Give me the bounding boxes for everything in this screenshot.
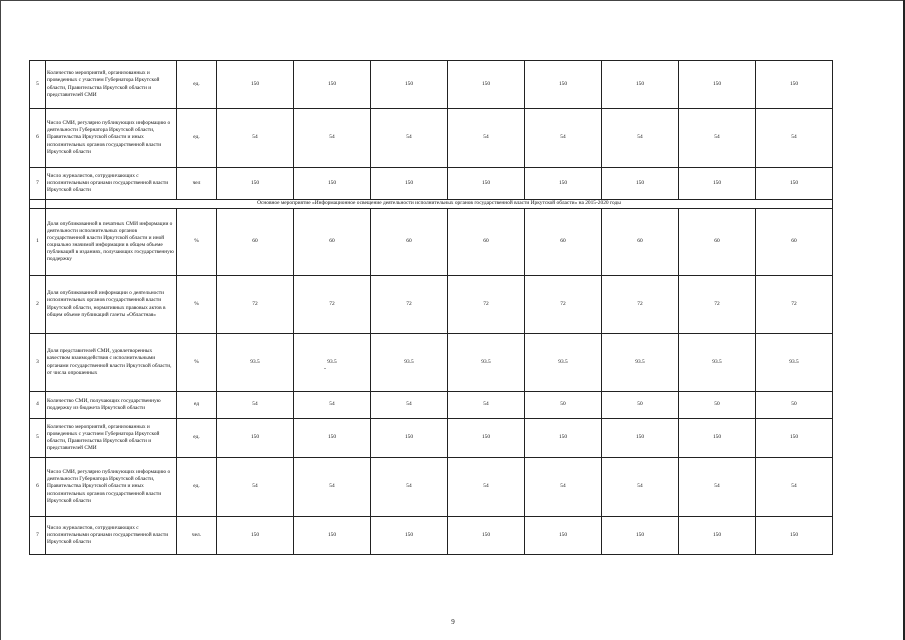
row-number: 3 — [30, 334, 46, 392]
value-cell: 54 — [448, 109, 525, 168]
table-row — [30, 334, 833, 392]
value-cell: 150 — [525, 517, 602, 555]
value-cell: 150 — [294, 419, 371, 458]
value-cell: 150 — [294, 61, 371, 109]
section-title: Основное мероприятие «Информационное освещение деятельности исполнительных органов государственной власти Иркутской области» на 2015-2020 годы — [46, 200, 833, 209]
value-cell: 54 — [294, 109, 371, 168]
value-cell: 150 — [679, 61, 756, 109]
value-cell: 93.5 — [756, 334, 833, 392]
table-row — [30, 458, 833, 517]
value-cell: 54 — [448, 458, 525, 517]
unit-cell: ед. — [177, 458, 217, 517]
unit-cell: % — [177, 209, 217, 276]
indicator-name: Число журналистов, сотрудничающих с исполнительными органами государственной власти Иркутской области — [46, 168, 177, 200]
value-cell: 150 — [525, 419, 602, 458]
value-cell: 150 — [756, 517, 833, 555]
value-cell: 54 — [679, 458, 756, 517]
value-cell: 54 — [217, 109, 294, 168]
value-cell: 93.5 — [679, 334, 756, 392]
indicator-name: Число журналистов, сотрудничающих с исполнительными органами государственной власти Иркутской области — [46, 517, 177, 555]
value-cell: 50 — [525, 392, 602, 419]
unit-cell: % — [177, 276, 217, 334]
value-cell: 150 — [217, 419, 294, 458]
value-cell: 54 — [217, 392, 294, 419]
value-cell: 72 — [294, 276, 371, 334]
value-cell: 150 — [371, 168, 448, 200]
value-cell: 93.5 — [217, 334, 294, 392]
unit-cell: чел. — [177, 517, 217, 555]
value-cell: 93.5 — [371, 334, 448, 392]
value-cell: 150 — [448, 517, 525, 555]
value-cell: 72 — [448, 276, 525, 334]
indicator-name: Количество СМИ, получающих государственную поддержку из бюджета Иркутской области — [46, 392, 177, 419]
value-cell: 72 — [756, 276, 833, 334]
value-cell: 150 — [525, 168, 602, 200]
table-row — [30, 109, 833, 168]
page-frame-left — [0, 0, 1, 640]
unit-cell: ед — [177, 392, 217, 419]
table-row — [30, 517, 833, 555]
value-cell: 60 — [525, 209, 602, 276]
value-cell: 60 — [756, 209, 833, 276]
value-cell: 150 — [756, 419, 833, 458]
value-cell: 72 — [602, 276, 679, 334]
value-cell: 50 — [602, 392, 679, 419]
value-cell: 150 — [602, 419, 679, 458]
row-number: 6 — [30, 458, 46, 517]
indicator-name: Доля представителей СМИ, удовлетворенных качеством взаимодействия с исполнительными органами государственной власти Иркутской области, от числа опрошенных — [46, 334, 177, 392]
value-cell: 60 — [294, 209, 371, 276]
row-number: 4 — [30, 392, 46, 419]
value-cell: 150 — [448, 168, 525, 200]
value-cell: 54 — [602, 458, 679, 517]
value-cell: 150 — [217, 61, 294, 109]
value-cell: 150 — [371, 61, 448, 109]
row-number: 1 — [30, 209, 46, 276]
value-cell: 54 — [294, 392, 371, 419]
value-cell: 150 — [679, 517, 756, 555]
value-cell: 150 — [371, 419, 448, 458]
row-number: 2 — [30, 276, 46, 334]
page-number: 9 — [451, 618, 455, 626]
row-number: 5 — [30, 61, 46, 109]
stray-mark: - — [324, 366, 326, 372]
table-group-1 — [30, 61, 833, 200]
indicator-name: Количество мероприятий, организованных и проведенных с участием Губернатора Иркутской области, Правительства Иркутской области и представителей СМИ — [46, 419, 177, 458]
value-cell: 150 — [525, 61, 602, 109]
value-cell: 54 — [756, 458, 833, 517]
indicator-name: Число СМИ, регулярно публикующих информацию о деятельности Губернатора Иркутской области, Правительства Иркутской области и иных исполнительных органов государственной власти Иркутской области — [46, 458, 177, 517]
value-cell: 150 — [371, 517, 448, 555]
unit-cell: чел — [177, 168, 217, 200]
table-section-header — [30, 200, 833, 209]
value-cell: 60 — [371, 209, 448, 276]
value-cell: 54 — [294, 458, 371, 517]
value-cell: 60 — [448, 209, 525, 276]
unit-cell: ед. — [177, 109, 217, 168]
value-cell: 150 — [217, 168, 294, 200]
row-number: 7 — [30, 168, 46, 200]
value-cell: 54 — [371, 458, 448, 517]
value-cell: 50 — [679, 392, 756, 419]
value-cell: 60 — [217, 209, 294, 276]
value-cell: 60 — [679, 209, 756, 276]
value-cell: 54 — [371, 392, 448, 419]
value-cell: 150 — [217, 517, 294, 555]
table-row — [30, 61, 833, 109]
unit-cell: ед. — [177, 61, 217, 109]
table-row — [30, 419, 833, 458]
table-row — [30, 392, 833, 419]
row-number: 5 — [30, 419, 46, 458]
row-number: 7 — [30, 517, 46, 555]
value-cell: 93.5 — [448, 334, 525, 392]
indicator-name: Число СМИ, регулярно публикующих информацию о деятельности Губернатора Иркутской области, Правительства Иркутской области и иных исполнительных органов государственной власти Иркутской области — [46, 109, 177, 168]
unit-cell: ед. — [177, 419, 217, 458]
value-cell: 150 — [602, 168, 679, 200]
table-row — [30, 168, 833, 200]
value-cell: 150 — [294, 168, 371, 200]
value-cell: 93.5 — [525, 334, 602, 392]
table-group-2 — [30, 209, 833, 555]
value-cell: 60 — [602, 209, 679, 276]
value-cell: 72 — [217, 276, 294, 334]
value-cell: 150 — [294, 517, 371, 555]
value-cell: 72 — [679, 276, 756, 334]
table-row — [30, 209, 833, 276]
value-cell: 150 — [448, 419, 525, 458]
indicator-name: Доля опубликованной информации о деятельности исполнительных органов государственной власти Иркутской области, нормативных правовых актов в общем объеме публикаций газеты «Областная» — [46, 276, 177, 334]
value-cell: 54 — [525, 458, 602, 517]
value-cell: 72 — [371, 276, 448, 334]
table-row — [30, 276, 833, 334]
value-cell: 54 — [602, 109, 679, 168]
value-cell: 150 — [756, 168, 833, 200]
value-cell: 72 — [525, 276, 602, 334]
value-cell: 54 — [217, 458, 294, 517]
indicator-name: Доля опубликованной в печатных СМИ информации о деятельности исполнительных органов государственной власти Иркутской области и иной социально значимой информации в общем объеме публикаций в изданиях, получающих государственную поддержку — [46, 209, 177, 276]
value-cell: 150 — [602, 61, 679, 109]
value-cell: 150 — [448, 61, 525, 109]
value-cell: 54 — [756, 109, 833, 168]
page-frame-top — [0, 0, 905, 1]
indicators-table — [29, 60, 833, 555]
unit-cell: % — [177, 334, 217, 392]
value-cell: 50 — [756, 392, 833, 419]
value-cell: 150 — [679, 168, 756, 200]
value-cell: 54 — [679, 109, 756, 168]
value-cell: 93.5 — [294, 334, 371, 392]
value-cell: 150 — [756, 61, 833, 109]
value-cell: 54 — [525, 109, 602, 168]
value-cell: 150 — [602, 517, 679, 555]
value-cell: 150 — [679, 419, 756, 458]
row-number: 6 — [30, 109, 46, 168]
indicator-name: Количество мероприятий, организованных и проведенных с участием Губернатора Иркутской области, Правительства Иркутской области и представителей СМИ — [46, 61, 177, 109]
value-cell: 54 — [448, 392, 525, 419]
value-cell: 93.5 — [602, 334, 679, 392]
value-cell: 54 — [371, 109, 448, 168]
